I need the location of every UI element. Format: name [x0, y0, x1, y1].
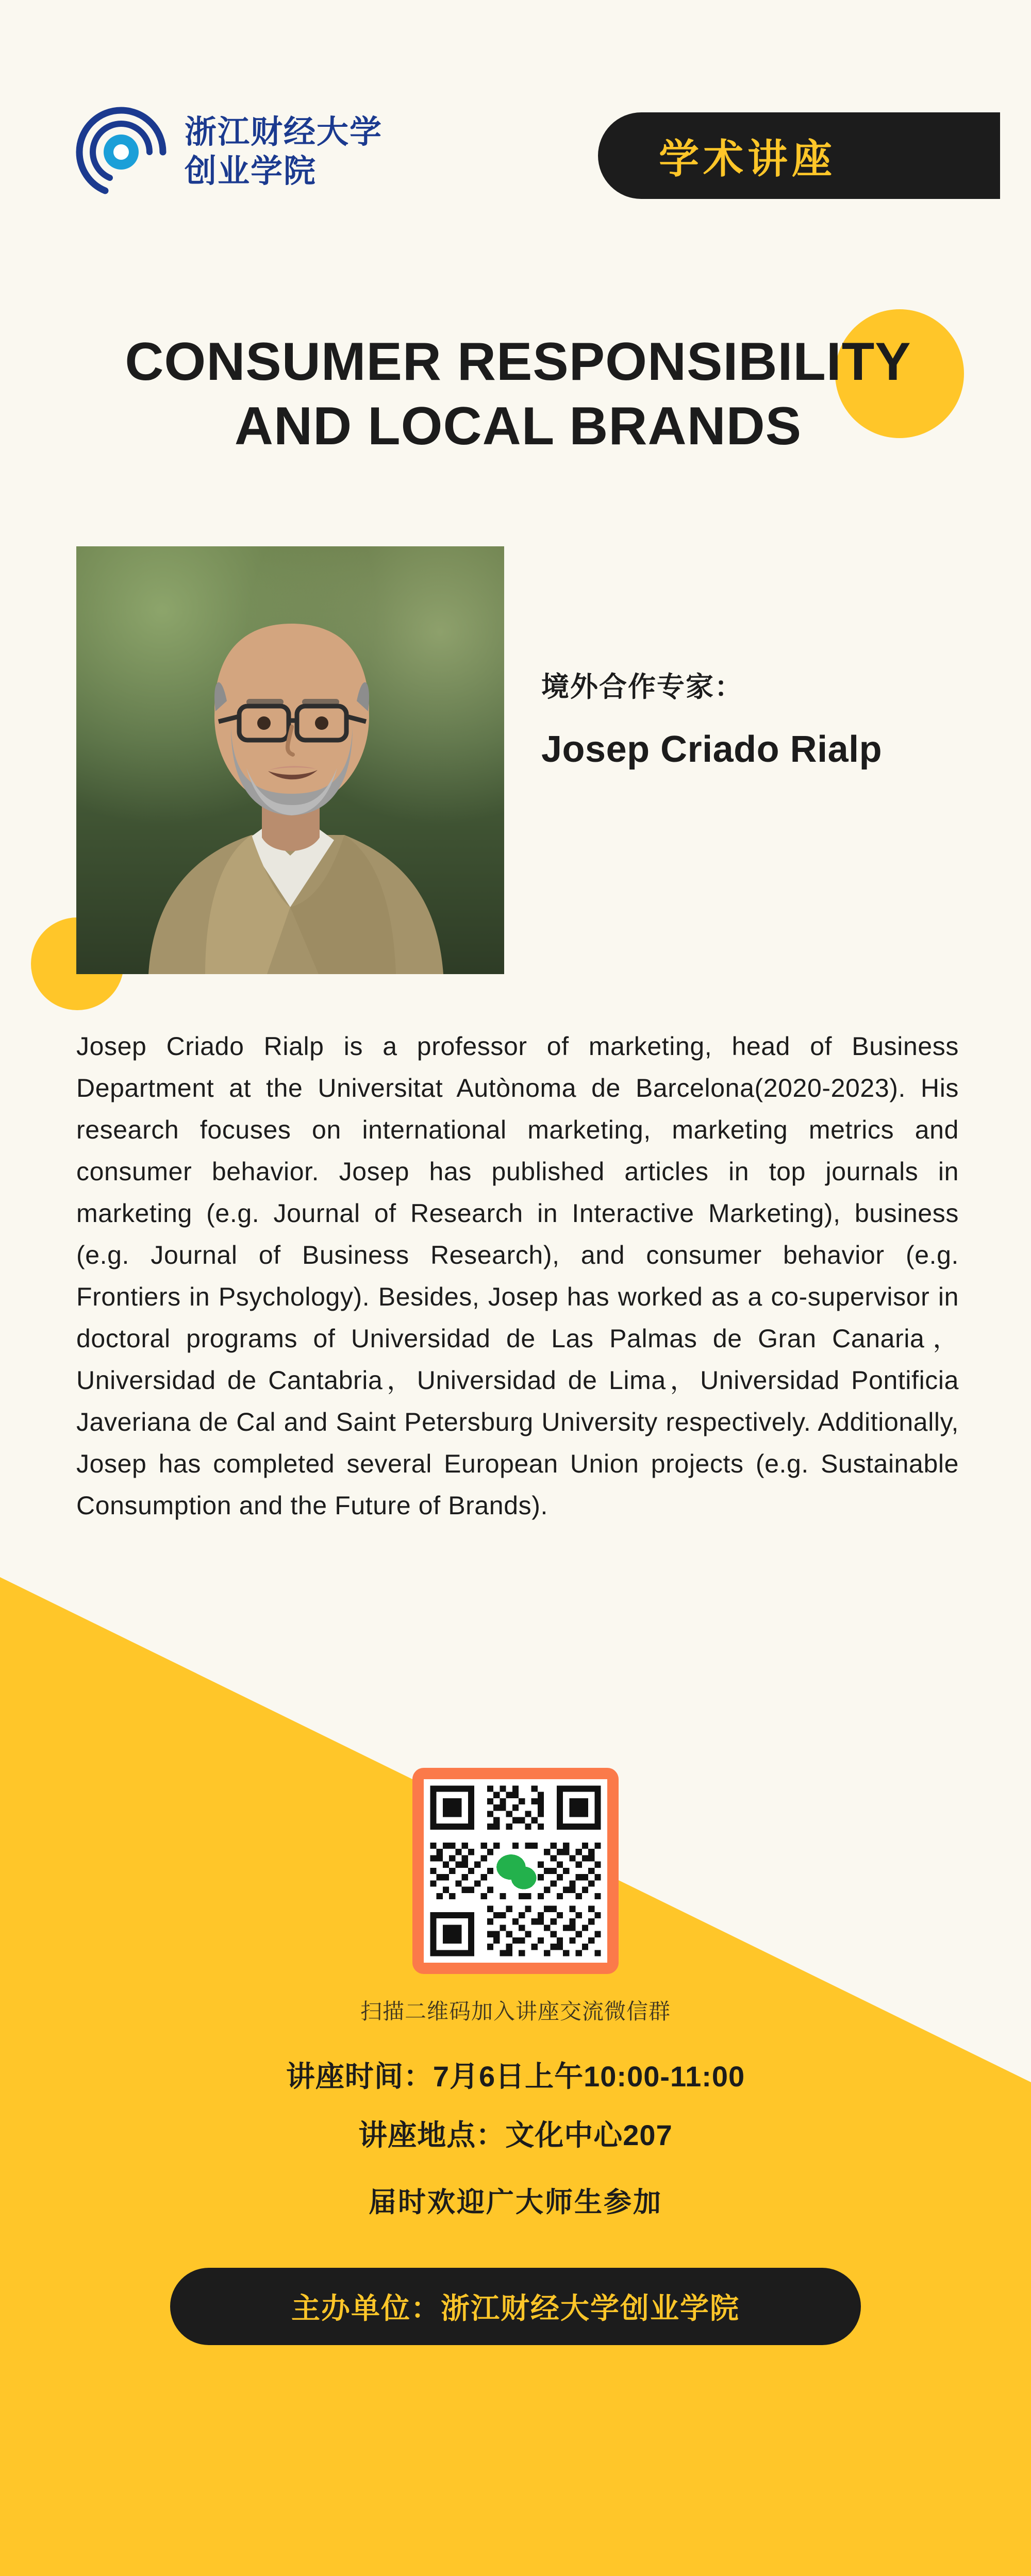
- yellow-diagonal-background: [0, 1520, 1031, 2576]
- organizer-label: 主办单位：浙江财经大学创业学院: [291, 2292, 740, 2324]
- speaker-role-label: 境外合作专家：: [541, 672, 743, 702]
- page-title: [52, 330, 985, 459]
- organizer-pill: [170, 2268, 861, 2345]
- wechat-qr-code-icon[interactable]: [412, 1768, 619, 1974]
- institution-logo-block: [72, 103, 383, 201]
- welcome-note: 届时欢迎广大师生参加: [369, 2187, 662, 2218]
- speaker-name: Josep Criado Rialp: [541, 729, 883, 770]
- speaker-portrait: [76, 546, 504, 974]
- spiral-eye-logo-icon: [72, 103, 170, 201]
- event-location: 讲座地点：文化中心207: [358, 2119, 673, 2151]
- event-time: 讲座时间：7月6日上午10:00-11:00: [286, 2060, 745, 2093]
- institution-name-line1: 浙江财经大学: [185, 114, 383, 150]
- speaker-info: [541, 665, 985, 771]
- lecture-type-badge-label: 学术讲座: [659, 136, 837, 181]
- institution-name-line2: 创业学院: [185, 154, 317, 189]
- qr-caption: 扫描二维码加入讲座交流微信群: [360, 1999, 671, 2023]
- poster-header: [0, 98, 1031, 216]
- institution-name: [185, 113, 383, 191]
- page-title-line2: AND LOCAL BRANDS: [234, 396, 802, 456]
- event-details: [0, 2054, 1031, 2171]
- lecture-type-badge: [598, 112, 1000, 199]
- page-title-line1: CONSUMER RESPONSIBILITY: [125, 332, 911, 392]
- speaker-biography: Josep Criado Rialp is a professor of marketing, head of Business Department at the Universitat Autònoma de Barcelona(2020-2023). His research focuses on international marketing, marketing metrics and consumer behavior. Josep has published articles in top journals in marketing (e.g. Journal of Research in Interactive Marketing), business (e.g. Journal of Business Research), and consumer behavior (e.g. Frontiers in Psychology). Besides, Josep has worked as a co-supervisor in doctoral programs of Universidad de Las Palmas de Gran Canaria，Universidad de Cantabria，Universidad de Lima，Universidad Pontificia Javeriana de Cal and Saint Petersburg University respectively. Additionally, Josep has completed several European Union projects (e.g. Sustainable Consumption and the Future of Brands).: [76, 1032, 959, 1520]
